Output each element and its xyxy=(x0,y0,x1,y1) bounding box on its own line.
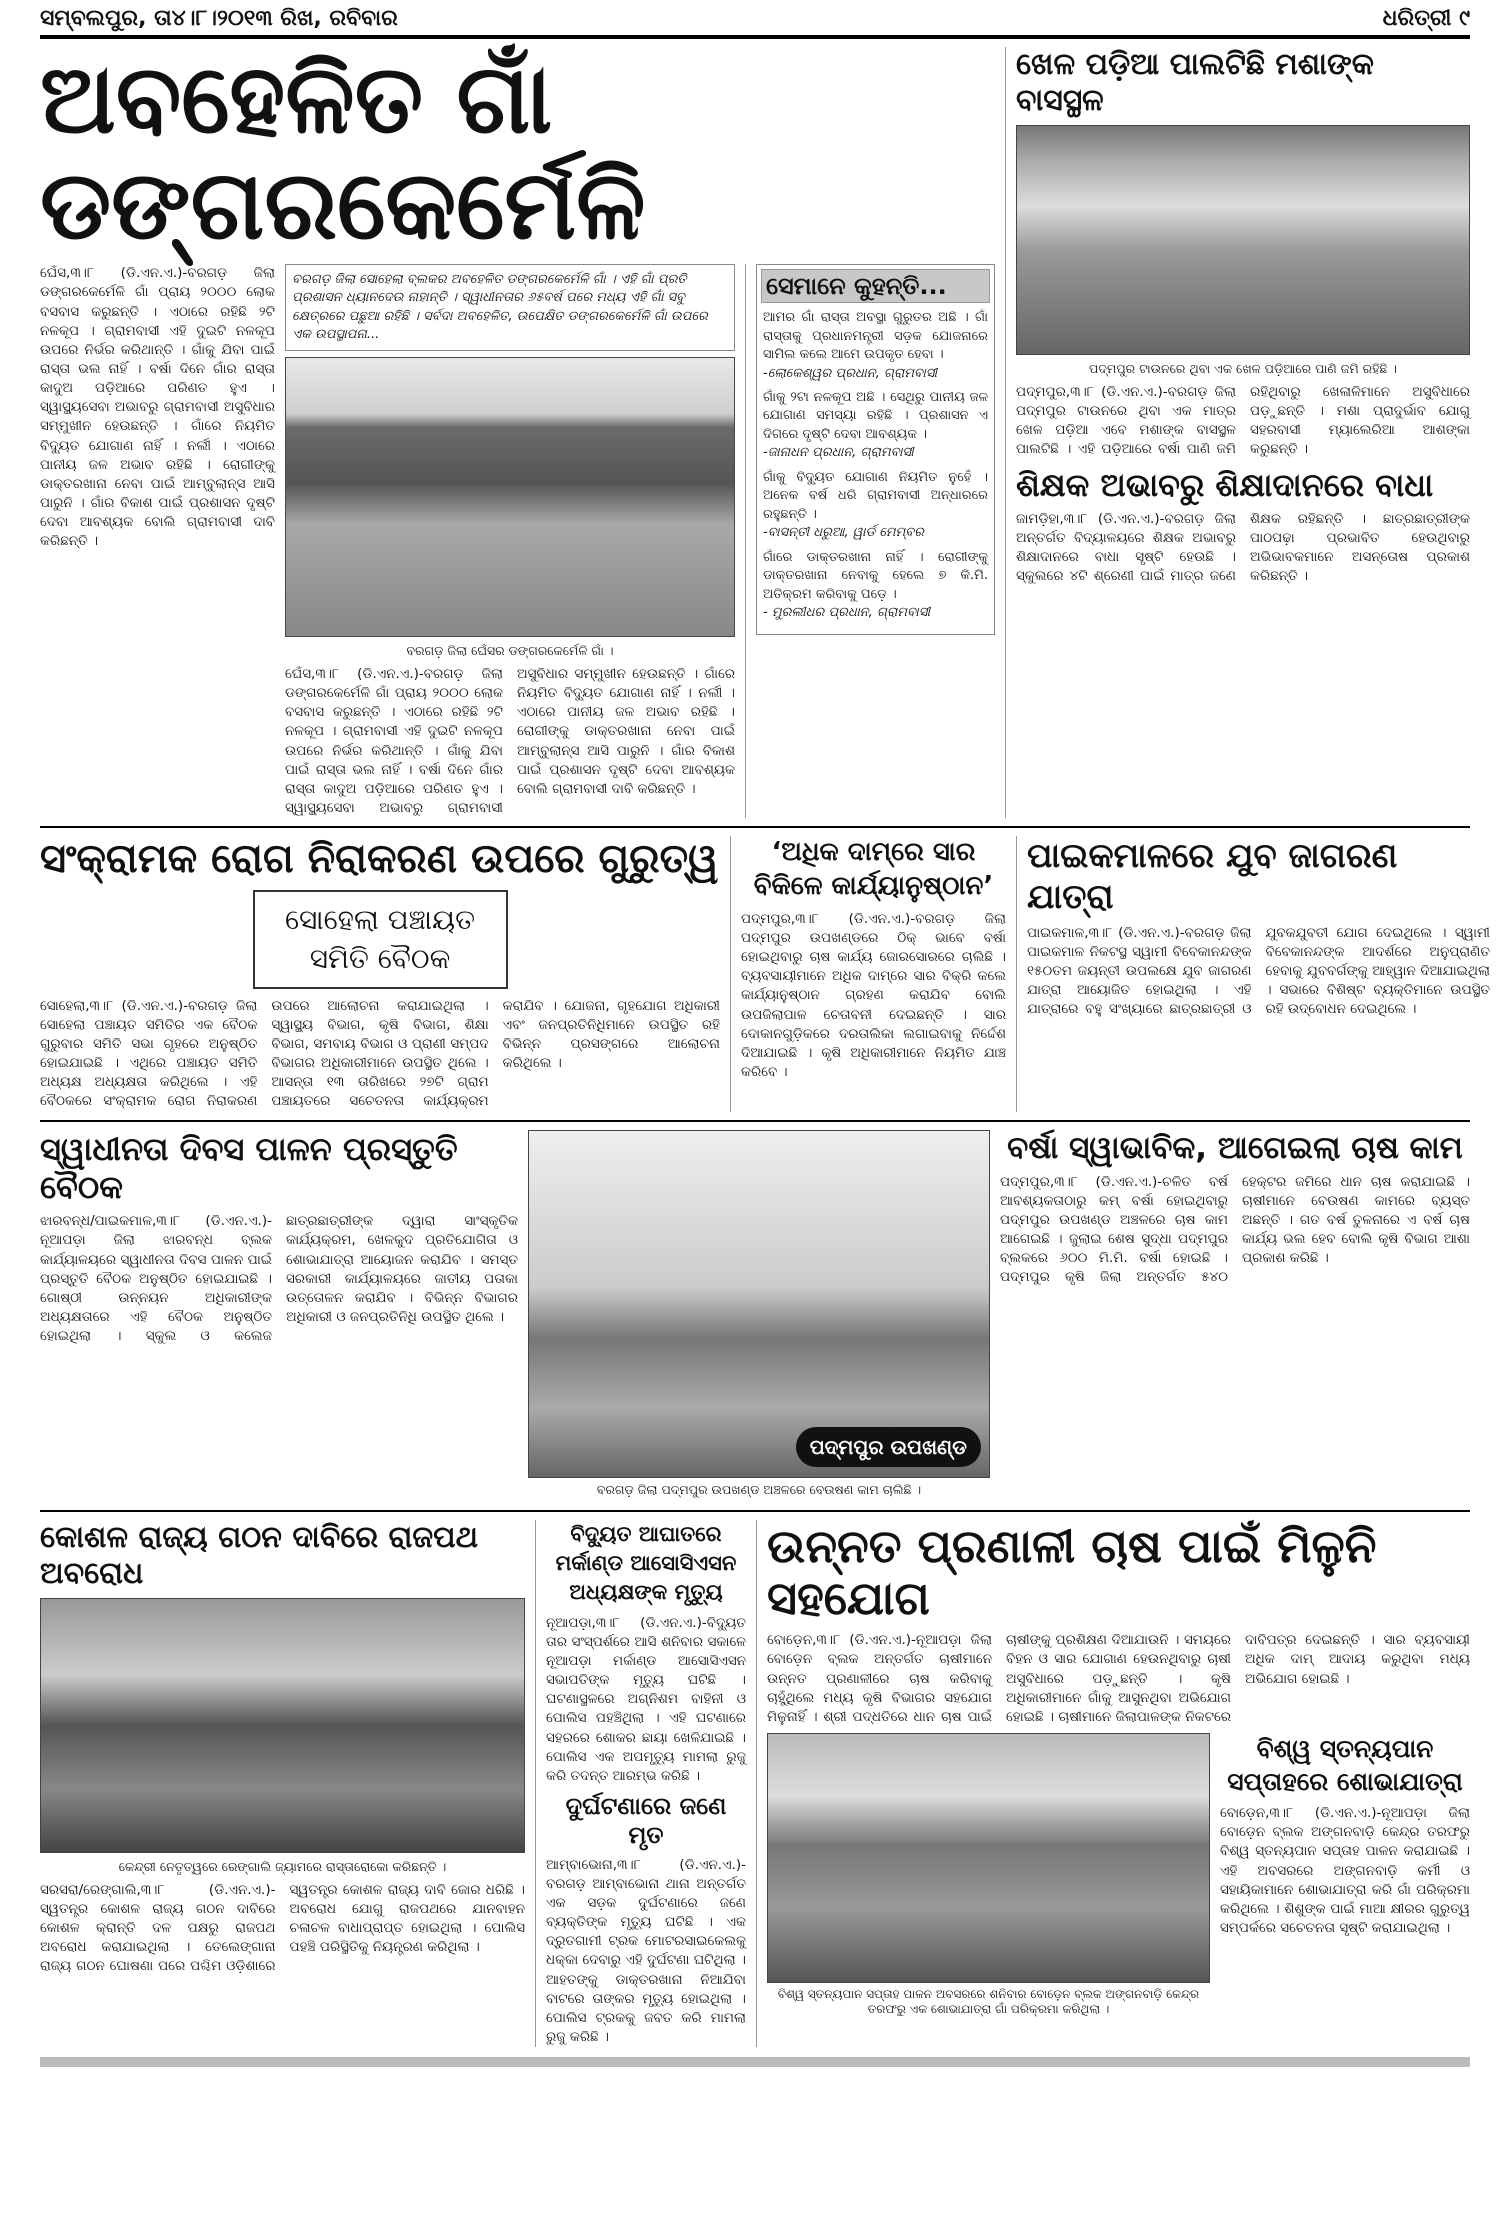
teachers-headline: ଶିକ୍ଷକ ଅଭାବରୁ ଶିକ୍ଷାଦାନରେ ବାଧା xyxy=(1016,465,1434,504)
masthead xyxy=(40,6,1470,31)
column-divider xyxy=(745,264,746,818)
page-number: ୯ xyxy=(1459,6,1470,31)
quote-author: -ବାସନ୍ତୀ ଧରୁଆ, ୱାର୍ଡ ମେମ୍ବର xyxy=(763,525,924,541)
road-blockade-photo xyxy=(40,1598,525,1853)
quote-text: ଗାଁରେ ଡାକ୍ତରଖାନା ନାହିଁ । ରୋଗୀଙ୍କୁ ଡାକ୍ତରଖାନା ନେବାକୁ ହେଲେ ୭ କି.ମି. ଅତିକ୍ରମ କରିବାକୁ ପଡ଼େ । xyxy=(763,549,988,602)
quotes-sidebar xyxy=(756,264,995,635)
right-column xyxy=(1016,47,1470,587)
playground-caption: ପଦ୍ମପୁର ଟାଉନରେ ଥିବା ଏକ ଖେଳ ପଡ଼ିଆରେ ପାଣି ଜମି ରହିଛି । xyxy=(1089,361,1397,376)
independence-headline: ସ୍ୱାଧୀନତା ଦିବସ ପାଳନ ପ୍ରସ୍ତୁତି ବୈଠକ xyxy=(40,1129,458,1206)
column-divider xyxy=(1005,47,1006,818)
disease-body: ସୋହେଲା,୩।୮ (ଡି.ଏନ.ଏ.)-ବରଗଡ଼ ଜିଲା ସୋହେଲା ପଞ୍ଚାୟତ ସମିତିର ଏକ ବୈଠକ ଗୁରୁବାର ସମିତି ସଭା ଗୃହରେ ଅନୁଷ୍ଠିତ ହୋଇଯାଇଛି । ଏଥିରେ ପଞ୍ଚାୟତ ସମିତି ଅଧ୍ୟକ୍ଷ ଅଧ୍ୟକ୍ଷତା କରିଥିଲେ । ଏହି ବୈଠକରେ ସଂକ୍ରାମକ ରୋଗ ନିରାକରଣ ଉପରେ ଆଲୋଚନା କରାଯାଇଥିଲା । ସ୍ୱାସ୍ଥ୍ୟ ବିଭାଗ, କୃଷି ବିଭାଗ, ଶିକ୍ଷା ବିଭାଗ, ସମବାୟ ବିଭାଗ ଓ ପ୍ରାଣୀ ସମ୍ପଦ ବିଭାଗର ଅଧିକାରୀମାନେ ଉପସ୍ଥିତ ଥିଲେ । ଆସନ୍ତା ୧୩ ତାରିଖରେ ୨୭ଟି ଗ୍ରାମ ପଞ୍ଚାୟତରେ ସଚେତନତା କାର୍ଯ୍ୟକ୍ରମ କରାଯିବ । ଯୋଜନା, ଗୃହଯୋଗ ଅଧିକାରୀ ଏବଂ ଜନପ୍ରତିନିଧିମାନେ ଉପସ୍ଥିତ ରହି ବିଭିନ୍ନ ପ୍ରସଙ୍ଗରେ ଆଲୋଚନା କରିଥିଲେ । xyxy=(40,997,720,1110)
section-rule xyxy=(40,1120,1470,1122)
quote-text: ଗାଁକୁ ୨ଟା ନଳକୂପ ଅଛି । ସେଥିରୁ ପାନୀୟ ଜଳ ଯୋଗାଣ ସମସ୍ୟା ରହିଛି । ପ୍ରଶାସନ ଏ ଦିଗରେ ଦୃଷ୍ଟି ଦେବା ଆବଶ୍ୟକ । xyxy=(763,390,988,442)
breastfeeding-body: ବୋଡ଼େନ,୩।୮ (ଡି.ଏନ.ଏ.)-ନୂଆପଡ଼ା ଜିଲା ବୋଡ଼େନ ବ୍ଲକ ଅଙ୍ଗନବାଡ଼ି କେନ୍ଦ୍ର ତରଫରୁ ବିଶ୍ୱ ସ୍ତନ୍ୟପାନ ସପ୍ତାହ ପାଳନ କରାଯାଇଛି । ଏହି ଅବସରରେ ଅଙ୍ଗନବାଡ଼ି କର୍ମୀ ଓ ସହାୟିକାମାନେ ଶୋଭାଯାତ୍ରା କରି ଗାଁ ପରିକ୍ରମା କରିଥିଲେ । ଶିଶୁଙ୍କ ପାଇଁ ମାଆ କ୍ଷୀରର ଗୁରୁତ୍ୱ ସମ୍ପର୍କରେ ସଚେତନତା ସୃଷ୍ଟି କରାଯାଇଥିଲା । xyxy=(1220,1805,1470,1936)
quote-author: - ମୁରଲୀଧର ପ୍ରଧାନ, ଗ୍ରାମବାସୀ xyxy=(763,604,931,620)
independence-story xyxy=(40,1130,518,1347)
rally-caption: ବିଶ୍ୱ ସ୍ତନ୍ୟପାନ ସପ୍ତାହ ପାଳନ ଅବସରରେ ଶନିବାର ବୋଡ଼େନ ବ୍ଲକ ଅଙ୍ଗନବାଡ଼ି କେନ୍ଦ୍ର ତରଫରୁ ଏକ ଶୋଭାଯାତ୍ରା ଗାଁ ପରିକ୍ରମା କରିଥିଲା । xyxy=(777,1987,1200,2017)
lead-body-cont: ଘେଁସ,୩।୮ (ଡି.ଏନ.ଏ.)-ବରଗଡ଼ ଜିଲା ଡଙ୍ଗରକେର୍ମେଳି ଗାଁ ପ୍ରାୟ ୨୦୦୦ ଲୋକ ବସବାସ କରୁଛନ୍ତି । ଏଠାରେ ରହିଛି ୨ଟି ନଳକୂପ । ଗ୍ରାମବାସୀ ଏହି ଦୁଇଟି ନଳକୂପ ଉପରେ ନିର୍ଭର କରିଥାନ୍ତି । ଗାଁକୁ ଯିବା ପାଇଁ ରାସ୍ତା ଭଲ ନାହିଁ । ବର୍ଷା ଦିନେ ଗାଁର ରାସ୍ତା କାଦୁଅ ପଡ଼ିଆରେ ପରିଣତ ହୁଏ । ସ୍ୱାସ୍ଥ୍ୟସେବା ଅଭାବରୁ ଗ୍ରାମବାସୀ ଅସୁବିଧାର ସମ୍ମୁଖୀନ ହେଉଛନ୍ତି । ଗାଁରେ ନିୟମିତ ବିଦ୍ୟୁତ ଯୋଗାଣ ନାହିଁ । ନର୍ଲୀ । ଏଠାରେ ପାନୀୟ ଜଳ ଅଭାବ ରହିଛି । ରୋଗୀଙ୍କୁ ଡାକ୍ତରଖାନା ନେବା ପାଇଁ ଆମ୍ବୁଲାନ୍ସ ଆସି ପାରୁନି । ଗାଁର ବିକାଶ ପାଇଁ ପ୍ରଶାସନ ଦୃଷ୍ଟି ଦେବା ଆବଶ୍ୟକ ବୋଲି ଗ୍ରାମବାସୀ ଦାବି କରିଛନ୍ତି । xyxy=(285,665,735,817)
lead-body-col1: ଘେଁସ,୩।୮ (ଡି.ଏନ.ଏ.)-ବରଗଡ଼ ଜିଲା ଡଙ୍ଗରକେର୍ମେଳି ଗାଁ ପ୍ରାୟ ୨୦୦୦ ଲୋକ ବସବାସ କରୁଛନ୍ତି । ଏଠାରେ ରହିଛି ୨ଟି ନଳକୂପ । ଗ୍ରାମବାସୀ ଏହି ଦୁଇଟି ନଳକୂପ ଉପରେ ନିର୍ଭର କରିଥାନ୍ତି । ଗାଁକୁ ଯିବା ପାଇଁ ରାସ୍ତା ଭଲ ନାହିଁ । ବର୍ଷା ଦିନେ ଗାଁର ରାସ୍ତା କାଦୁଅ ପଡ଼ିଆରେ ପରିଣତ ହୁଏ । ସ୍ୱାସ୍ଥ୍ୟସେବା ଅଭାବରୁ ଗ୍ରାମବାସୀ ଅସୁବିଧାର ସମ୍ମୁଖୀନ ହେଉଛନ୍ତି । ଗାଁରେ ନିୟମିତ ବିଦ୍ୟୁତ ଯୋଗାଣ ନାହିଁ । ନର୍ଲୀ । ଏଠାରେ ପାନୀୟ ଜଳ ଅଭାବ ରହିଛି । ରୋଗୀଙ୍କୁ ଡାକ୍ତରଖାନା ନେବା ପାଇଁ ଆମ୍ବୁଲାନ୍ସ ଆସି ପାରୁନି । ଗାଁର ବିକାଶ ପାଇଁ ପ୍ରଶାସନ ଦୃଷ୍ଟି ଦେବା ଆବଶ୍ୟକ ବୋଲି ଗ୍ରାମବାସୀ ଦାବି କରିଛନ୍ତି । xyxy=(40,265,275,550)
disease-inset: ସୋହେଲା ପଞ୍ଚାୟତ ସମିତି ବୈଠକ xyxy=(253,890,508,988)
youth-body: ପାଇକମାଳ,୩।୮ (ଡି.ଏନ.ଏ.)-ବରଗଡ଼ ଜିଲା ପାଇକମାଳ ନିକଟସ୍ଥ ସ୍ୱାମୀ ବିବେକାନନ୍ଦଙ୍କ ୧୫୦ତମ ଜୟନ୍ତୀ ଉପଲକ୍ଷେ ଯୁବ ଜାଗରଣ ଯାତ୍ରା ଆୟୋଜିତ ହୋଇଥିଲା । ଏହି ଯାତ୍ରାରେ ବହୁ ସଂଖ୍ୟାରେ ଛାତ୍ରଛାତ୍ରୀ ଓ ଯୁବକଯୁବତୀ ଯୋଗ ଦେଇଥିଲେ । ସ୍ୱାମୀ ବିବେକାନନ୍ଦଙ୍କ ଆଦର୍ଶରେ ଅନୁପ୍ରାଣିତ ହେବାକୁ ଯୁବବର୍ଗଙ୍କୁ ଆହ୍ୱାନ ଦିଆଯାଇଥିଲା । ସଭାରେ ବିଶିଷ୍ଟ ବ୍ୟକ୍ତିମାନେ ଉପସ୍ଥିତ ରହି ଉଦ୍‌ବୋଧନ ଦେଇଥିଲେ । xyxy=(1027,924,1490,1018)
rain-headline: ବର୍ଷା ସ୍ୱାଭାବିକ, ଆଗେଇଲା ଚାଷ କାମ xyxy=(1007,1129,1463,1166)
page-label xyxy=(1383,6,1470,31)
farming-support-headline: ଉନ୍ନତ ପ୍ରଣାଳୀ ଚାଷ ପାଇଁ ମିଳୁନି ସହଯୋଗ xyxy=(767,1518,1377,1626)
quote-author: -ଲୋକେଶ୍ୱର ପ୍ରଧାନ, ଗ୍ରାମବାସୀ xyxy=(763,365,938,381)
fertilizer-story xyxy=(741,836,1006,1082)
playground-headline: ଖେଳ ପଡ଼ିଆ ପାଲଟିଛି ମଶାଙ୍କ ବାସସ୍ଥଳ xyxy=(1016,47,1374,118)
accident-headline: ଦୁର୍ଘଟଣାରେ ଜଣେ ମୃତ xyxy=(565,1792,727,1849)
youth-headline: ପାଇକମାଳରେ ଯୁବ ଜାଗରଣ ଯାତ୍ରା xyxy=(1027,836,1398,917)
koshal-body: ସରସରା/ରେଙ୍ଗାଲି,୩।୮ (ଡି.ଏନ.ଏ.)-ସ୍ୱତନ୍ତ୍ର କୋଶଳ ରାଜ୍ୟ ଗଠନ ଦାବିରେ କୋଶଳ କ୍ରାନ୍ତି ଦଳ ପକ୍ଷରୁ ରାଜପଥ ଅବରୋଧ କରାଯାଇଥିଲା । ତେଲେଙ୍ଗାନା ରାଜ୍ୟ ଗଠନ ଘୋଷଣା ପରେ ପଶ୍ଚିମ ଓଡ଼ିଶାରେ ସ୍ୱତନ୍ତ୍ର କୋଶଳ ରାଜ୍ୟ ଦାବି ଜୋର ଧରିଛି । ଅବରୋଧ ଯୋଗୁ ରାଜପଥରେ ଯାନବାହନ ଚଳାଚଳ ବାଧାପ୍ରାପ୍ତ ହୋଇଥିଲା । ପୋଲିସ ପହଞ୍ଚି ପରିସ୍ଥିତିକୁ ନିୟନ୍ତ୍ରଣ କରିଥିଲା । xyxy=(40,1881,525,1975)
lead-story xyxy=(40,43,995,818)
section-rule xyxy=(40,1510,1470,1512)
quote-text: ଗାଁକୁ ବିଦ୍ୟୁତ ଯୋଗାଣ ନିୟମିତ ନୁହେଁ । ଅନେକ ବର୍ଷ ଧରି ଗ୍ରାମବାସୀ ଅନ୍ଧାରରେ ରହୁଛନ୍ତି । xyxy=(763,469,988,522)
koshal-headline: କୋଶଳ ରାଜ୍ୟ ଗଠନ ଦାବିରେ ରାଜପଥ ଅବରୋଧ xyxy=(40,1519,479,1591)
electrocution-headline: ବିଦ୍ୟୁତ ଆଘାତରେ ମର୍କାଣ୍ଡ ଆସୋସିଏସନ ଅଧ୍ୟକ୍ଷଙ୍କ ମୃତ୍ୟୁ xyxy=(555,1521,737,1605)
quote-item xyxy=(763,549,988,623)
rally-photo xyxy=(767,1733,1210,1983)
column-divider xyxy=(730,836,731,1111)
quote-item xyxy=(763,469,988,543)
lead-intro: ବରଗଡ଼ ଜିଲା ସୋହେଲା ବ୍ଲକର ଅବହେଳିତ ଡଙ୍ଗରକେର୍ମେଳି ଗାଁ । ଏହି ଗାଁ ପ୍ରତି ପ୍ରଶାସନ ଧ୍ୟାନଦେଉ ନାହାନ୍ତି । ସ୍ୱାଧୀନତାର ୬୫ବର୍ଷ ପରେ ମଧ୍ୟ ଏହି ଗାଁ ସବୁ କ୍ଷେତ୍ରରେ ପଛୁଆ ରହିଛି । ସର୍ବଦା ଅବହେଳିତ, ଉପେକ୍ଷିତ ଡଙ୍ଗରକେର୍ମେଳି ଗାଁ ଉପରେ ଏକ ଉପସ୍ଥାପନା... xyxy=(285,264,735,351)
electrocution-body: ନୂଆପଡ଼ା,୩।୮ (ଡି.ଏନ.ଏ.)-ବିଦ୍ୟୁତ ତାର ସଂସ୍ପର୍ଶରେ ଆସି ଶନିବାର ସକାଳେ ନୂଆପଡ଼ା ମର୍କାଣ୍ଡ ଆସୋସିଏସନ ସଭାପତିଙ୍କ ମୃତ୍ୟୁ ଘଟିଛି । ଘଟଣାସ୍ଥଳରେ ଅଗ୍ନିଶମ ବାହିନୀ ଓ ପୋଲିସ ପହଞ୍ଚିଥିଲା । ଏହି ଘଟଣାରେ ସହରରେ ଶୋକର ଛାୟା ଖେଳିଯାଇଛି । ପୋଲିସ ଏକ ଅପମୃତ୍ୟୁ ମାମଲା ରୁଜୁ କରି ତଦନ୍ତ ଆରମ୍ଭ କରିଛି । xyxy=(546,1614,746,1784)
koshal-caption: କେନ୍ଦ୍ରୀ ନେତୃତ୍ୱରେ ରେଙ୍ଗାଲି ଜ୍ୟାମରେ ରାସ୍ତାରୋକୋ କରିଛନ୍ତି । xyxy=(118,1858,447,1874)
column-divider xyxy=(756,1520,757,2048)
dateline: ସମ୍ବଲପୁର, ତା୪।୮।୨୦୧୩ ରିଖ, ରବିବାର xyxy=(40,6,398,31)
masthead-rule xyxy=(40,35,1470,39)
lead-photo-caption: ବରଗଡ଼ ଜିଲା ଘେଁସର ଡଙ୍ଗରକେର୍ମେଳି ଗାଁ । xyxy=(406,642,614,658)
fertilizer-headline: ‘ଅଧିକ ଦାମ୍‌ରେ ସାର ବିକିଳେ କାର୍ଯ୍ୟାନୁଷ୍ଠାନ’ xyxy=(753,837,994,901)
plowing-photo xyxy=(528,1130,990,1478)
independence-body: ଝାରବନ୍ଧ/ପାଇକମାଳ,୩।୮ (ଡି.ଏନ.ଏ.)-ନୂଆପଡ଼ା ଜିଲା ଝାରବନ୍ଧ ବ୍ଲକ କାର୍ଯ୍ୟାଳୟରେ ସ୍ୱାଧୀନତା ଦିବସ ପାଳନ ପାଇଁ ପ୍ରସ୍ତୁତି ବୈଠକ ଅନୁଷ୍ଠିତ ହୋଇଯାଇଛି । ଗୋଷ୍ଠୀ ଉନ୍ନୟନ ଅଧିକାରୀଙ୍କ ଅଧ୍ୟକ୍ଷତାରେ ଏହି ବୈଠକ ଅନୁଷ୍ଠିତ ହୋଇଥିଲା । ସ୍କୁଲ ଓ କଲେଜ ଛାତ୍ରଛାତ୍ରୀଙ୍କ ଦ୍ୱାରା ସାଂସ୍କୃତିକ କାର୍ଯ୍ୟକ୍ରମ, ଖେଳକୁଦ ପ୍ରତିଯୋଗିତା ଓ ଶୋଭାଯାତ୍ରା ଆୟୋଜନ କରାଯିବ । ସମସ୍ତ ସରକାରୀ କାର୍ଯ୍ୟାଳୟରେ ଜାତୀୟ ପତାକା ଉତ୍ତୋଳନ କରାଯିବ । ବିଭିନ୍ନ ବିଭାଗର ଅଧିକାରୀ ଓ ଜନପ୍ରତିନିଧି ଉପସ୍ଥିତ ଥିଲେ । xyxy=(40,1213,518,1345)
disease-story xyxy=(40,836,720,1111)
padampur-badge: ପଦ୍ମପୁର ଉପଖଣ୍ଡ xyxy=(796,1427,981,1467)
playground-body: ପଦ୍ମପୁର,୩।୮ (ଡି.ଏନ.ଏ.)-ବରଗଡ଼ ଜିଲା ପଦ୍ମପୁର ଟାଉନରେ ଥିବା ଏକ ମାତ୍ର ଖେଳ ପଡ଼ିଆ ଏବେ ମଶାଙ୍କ ବାସସ୍ଥଳ ପାଲଟିଛି । ଏହି ପଡ଼ିଆରେ ବର୍ଷା ପାଣି ଜମି ରହିଥିବାରୁ ଖେଳାଳିମାନେ ଅସୁବିଧାରେ ପଡ଼ୁଛନ୍ତି । ମଶା ପ୍ରାଦୁର୍ଭାବ ଯୋଗୁ ସହରବାସୀ ମ୍ୟାଲେରିଆ ଆଶଙ୍କା କରୁଛନ୍ତି । xyxy=(1016,384,1470,458)
teachers-body: ଜାମଡ଼ିହା,୩।୮ (ଡି.ଏନ.ଏ.)-ବରଗଡ଼ ଜିଲା ଅନ୍ତର୍ଗତ ବିଦ୍ୟାଳୟରେ ଶିକ୍ଷକ ଅଭାବରୁ ଶିକ୍ଷାଦାନରେ ବାଧା ସୃଷ୍ଟି ହେଉଛି । ସ୍କୁଲରେ ୪ଟି ଶ୍ରେଣୀ ପାଇଁ ମାତ୍ର ଜଣେ ଶିକ୍ଷକ ରହିଛନ୍ତି । ଛାତ୍ରଛାତ୍ରୀଙ୍କ ପାଠପଢ଼ା ପ୍ରଭାବିତ ହେଉଥିବାରୁ ଅଭିଭାବକମାନେ ଅସନ୍ତୋଷ ପ୍ରକାଶ କରିଛନ୍ତି । xyxy=(1016,511,1470,585)
quote-item xyxy=(763,389,988,463)
accident-body: ଆମ୍ବାଭୋନା,୩।୮ (ଡି.ଏନ.ଏ.)-ବରଗଡ଼ ଆମ୍ବାଭୋନା ଥାନା ଅନ୍ତର୍ଗତ ଏକ ସଡ଼କ ଦୁର୍ଘଟଣାରେ ଜଣେ ବ୍ୟକ୍ତିଙ୍କ ମୃତ୍ୟୁ ଘଟିଛି । ଏକ ଦ୍ରୁତଗାମୀ ଟ୍ରକ ମୋଟରସାଇକେଲକୁ ଧକ୍କା ଦେବାରୁ ଏହି ଦୁର୍ଘଟଣା ଘଟିଥିଲା । ଆହତଙ୍କୁ ଡାକ୍ତରଖାନା ନିଆଯିବା ବାଟରେ ତାଙ୍କର ମୃତ୍ୟୁ ହୋଇଥିଲା । ପୋଲିସ ଟ୍ରକକୁ ଜବତ କରି ମାମଲା ରୁଜୁ କରିଛି । xyxy=(546,1856,746,2046)
section-rule xyxy=(40,826,1470,828)
quote-item xyxy=(763,309,988,383)
footer-bar xyxy=(40,2057,1470,2067)
quotes-list xyxy=(763,309,988,622)
breastfeeding-headline: ବିଶ୍ୱ ସ୍ତନ୍ୟପାନ ସପ୍ତାହରେ ଶୋଭାଯାତ୍ରା xyxy=(1227,1734,1463,1796)
rain-body: ପଦ୍ମପୁର,୩।୮ (ଡି.ଏନ.ଏ.)-ଚଳିତ ବର୍ଷ ଆବଶ୍ୟକତାଠାରୁ କମ୍ ବର୍ଷା ହୋଇଥିବାରୁ ପଦ୍ମପୁର ଉପଖଣ୍ଡ ଅଞ୍ଚଳରେ ଚାଷ କାମ ଆଗେଇଛି । ଜୁଲାଇ ଶେଷ ସୁଦ୍ଧା ପଦ୍ମପୁର ବ୍ଲକରେ ୬୦୦ ମି.ମି. ବର୍ଷା ହୋଇଛି । ପଦ୍ମପୁର କୃଷି ଜିଲା ଅନ୍ତର୍ଗତ ୫୪୦ ହେକ୍ଟର ଜମିରେ ଧାନ ଚାଷ କରାଯାଇଛି । ଚାଷୀମାନେ ବେଉଷଣ କାମରେ ବ୍ୟସ୍ତ ଅଛନ୍ତି । ଗତ ବର୍ଷ ତୁଳନାରେ ଏ ବର୍ଷ ଚାଷ କାର୍ଯ୍ୟ ଭଲ ହେବ ବୋଲି କୃଷି ବିଭାଗ ଆଶା ପ୍ରକାଶ କରିଛି । xyxy=(1000,1173,1470,1286)
rain-story xyxy=(1000,1130,1470,1288)
column-divider xyxy=(1016,836,1017,1111)
quote-text: ଆମର ଗାଁ ରାସ୍ତା ଅବସ୍ଥା ଗୁରୁତର ଅଛି । ଗାଁ ରାସ୍ତାକୁ ପ୍ରଧାନମନ୍ତ୍ରୀ ସଡ଼କ ଯୋଜନାରେ ସାମିଲ କଲେ ଆମେ ଉପକୃତ ହେବା । xyxy=(763,310,988,363)
quotes-title: ସେମାନେ କୁହନ୍ତି... xyxy=(761,269,990,303)
disease-headline: ସଂକ୍ରାମକ ରୋଗ ନିରାକରଣ ଉପରେ ଗୁରୁତ୍ୱ xyxy=(40,836,719,883)
farming-support-story xyxy=(767,1520,1470,2022)
plowing-caption: ବରଗଡ଼ ଜିଲା ପଦ୍ମପୁର ଉପଖଣ୍ଡ ଅଞ୍ଚଳରେ ବେଉଷଣ କାମ ଚାଲିଛି । xyxy=(596,1481,922,1497)
flooded-field-photo xyxy=(1016,125,1470,355)
section-name: ଧରିତ୍ରୀ xyxy=(1382,6,1452,31)
village-road-photo xyxy=(285,357,735,637)
koshal-story xyxy=(40,1520,525,1977)
fertilizer-body: ପଦ୍ମପୁର,୩।୮ (ଡି.ଏନ.ଏ.)-ବରଗଡ଼ ଜିଲା ପଦ୍ମପୁର ଉପଖଣ୍ଡରେ ଠିକ୍ ଭାବେ ବର୍ଷା ହୋଇଥିବାରୁ ଚାଷ କାର୍ଯ୍ୟ ଜୋରସୋରରେ ଚାଲିଛି । ବ୍ୟବସାୟୀମାନେ ଅଧିକ ଦାମ୍‌ରେ ସାର ବିକ୍ରି କଲେ କାର୍ଯ୍ୟାନୁଷ୍ଠାନ ଗ୍ରହଣ କରାଯିବ ବୋଲି ଉପଜିଲାପାଳ ଚେତାବନୀ ଦେଇଛନ୍ତି । ସାର ଦୋକାନଗୁଡ଼ିକରେ ଦରତାଲିକା ଲଗାଇବାକୁ ନିର୍ଦ୍ଦେଶ ଦିଆଯାଇଛି । କୃଷି ଅଧିକାରୀମାନେ ନିୟମିତ ଯାଞ୍ଚ କରିବେ । xyxy=(741,910,1006,1081)
lead-headline: ଅବହେଳିତ ଗାଁ ଡଙ୍ଗରକେର୍ମେଳି xyxy=(40,43,646,261)
short-news-column xyxy=(546,1520,746,2048)
plowing-photo-block xyxy=(528,1130,990,1502)
column-divider xyxy=(535,1520,536,2048)
quote-author: -ଜାନାଧନ ପ୍ରଧାନ, ଗ୍ରାମବାସୀ xyxy=(763,445,914,461)
farming-support-body: ବୋଡ଼େନ,୩।୮ (ଡି.ଏନ.ଏ.)-ନୂଆପଡ଼ା ଜିଲା ବୋଡ଼େନ ବ୍ଲକ ଅନ୍ତର୍ଗତ ଚାଷୀମାନେ ଉନ୍ନତ ପ୍ରଣାଳୀରେ ଚାଷ କରିବାକୁ ଚାହୁଁଥିଲେ ମଧ୍ୟ କୃଷି ବିଭାଗର ସହଯୋଗ ମିଳୁନାହିଁ । ଶ୍ରୀ ପଦ୍ଧତିରେ ଧାନ ଚାଷ ପାଇଁ ଚାଷୀଙ୍କୁ ପ୍ରଶିକ୍ଷଣ ଦିଆଯାଉନି । ସମୟରେ ବିହନ ଓ ସାର ଯୋଗାଣ ହେଉନଥିବାରୁ ଚାଷୀ ଅସୁବିଧାରେ ପଡ଼ୁଛନ୍ତି । କୃଷି ଅଧିକାରୀମାନେ ଗାଁକୁ ଆସୁନଥିବା ଅଭିଯୋଗ ହୋଇଛି । ଚାଷୀମାନେ ଜିଲାପାଳଙ୍କ ନିକଟରେ ଦାବିପତ୍ର ଦେଇଛନ୍ତି । ସାର ବ୍ୟବସାୟୀ ଅଧିକ ଦାମ୍ ଆଦାୟ କରୁଥିବା ମଧ୍ୟ ଅଭିଯୋଗ ହୋଇଛି । xyxy=(767,1632,1470,1725)
youth-story xyxy=(1027,836,1490,1019)
